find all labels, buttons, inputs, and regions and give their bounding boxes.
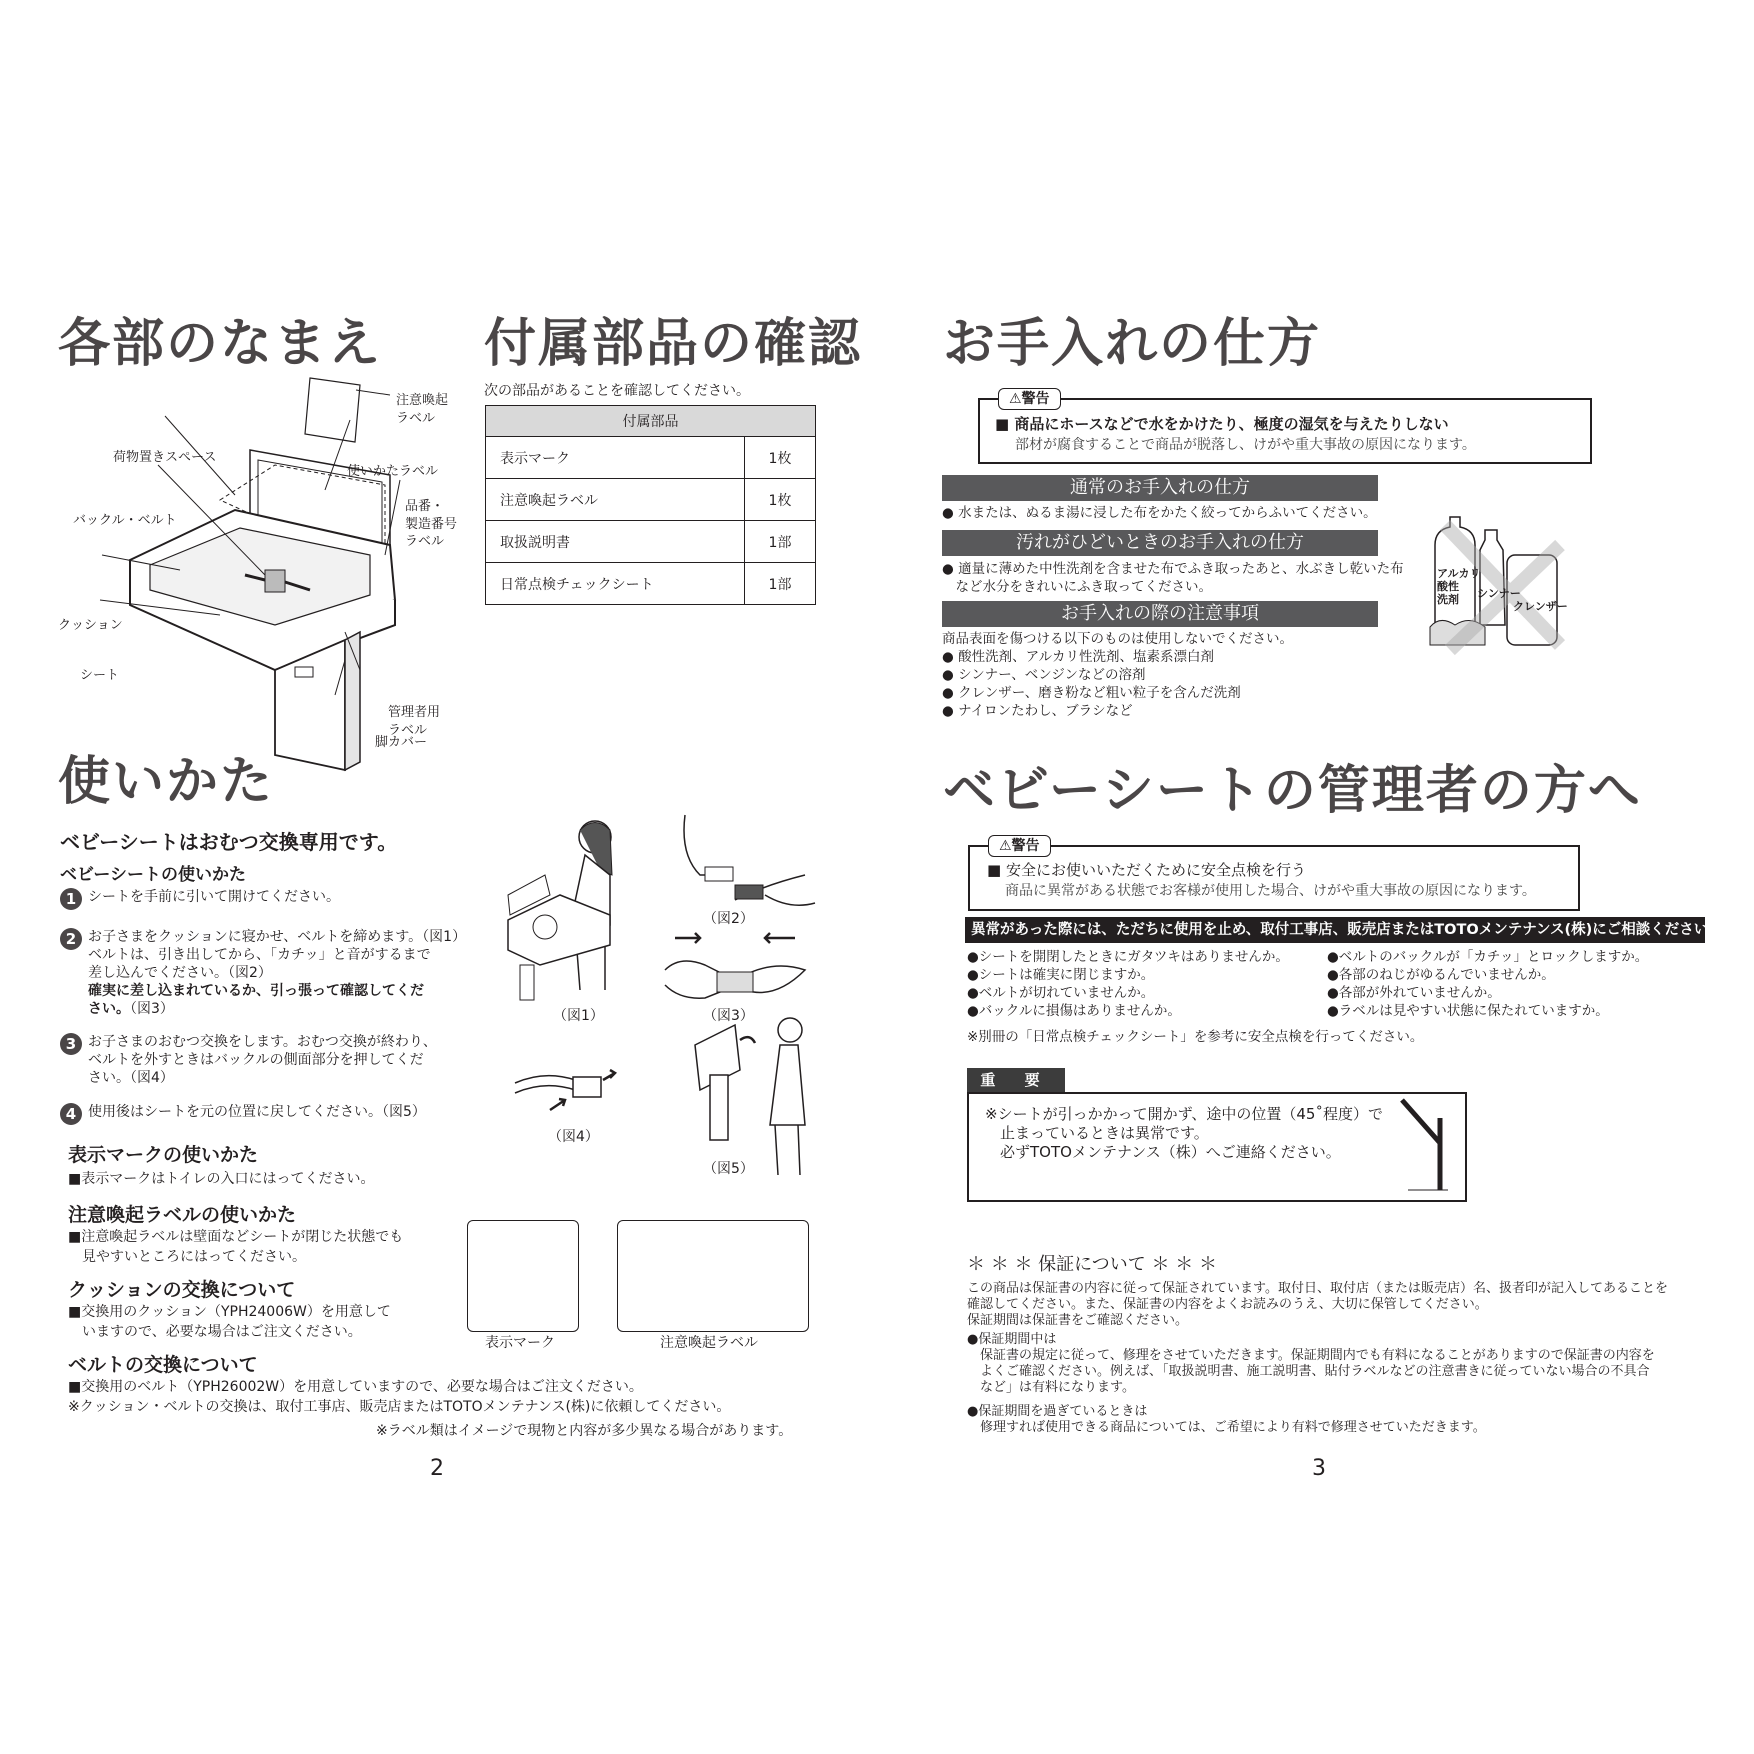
table-row	[486, 437, 816, 479]
check-item: ●シートを開閉したときにガタツキはありませんか。	[967, 949, 1289, 965]
usage-lead: ベビーシートはおむつ交換専用です。	[60, 830, 398, 854]
page-number-right: 3	[1312, 1456, 1326, 1481]
parts-title: 付属部品の確認	[484, 314, 863, 374]
label-disclaimer: ※ラベル類はイメージで現物と内容が多少異なる場合があります。	[376, 1423, 793, 1439]
part-name: 表示マーク	[486, 437, 745, 479]
usage-title: 使いかた	[58, 752, 275, 812]
care-caution-line: ● 酸性洗剤、アルカリ性洗剤、塩素系漂白剤	[942, 649, 1215, 665]
check-item: ●ベルトのバックルが「カチッ」とロックしますか。	[1327, 949, 1649, 965]
fig4-illustration	[515, 1065, 625, 1120]
check-item: ●ラベルは見やすい状態に保たれていますか。	[1327, 1003, 1609, 1019]
label-buckle-belt: バックル・ベルト	[73, 513, 177, 528]
check-item: ●ベルトが切れていませんか。	[967, 985, 1155, 1001]
admin-warning-body: 商品に異常がある状態でお客様が使用した場合、けがや重大事故の原因になります。	[1005, 883, 1536, 899]
check-item: ●バックルに損傷はありませんか。	[967, 1003, 1181, 1019]
bottle-label-cleanser: クレンザー	[1513, 600, 1568, 613]
bottle-label-alkali: アルカリ 酸性 洗剤	[1437, 567, 1481, 606]
table-row	[486, 563, 816, 605]
fig5-caption: （図5）	[703, 1161, 754, 1177]
label-leg-cover: 脚カバー	[375, 735, 428, 750]
warranty-h3: ●保証期間を過ぎているときは	[967, 1404, 1148, 1419]
names-title: 各部のなまえ	[58, 314, 383, 374]
label-seat: シート	[80, 668, 120, 683]
part-qty: 1部	[745, 563, 816, 605]
step-text: お子さまをクッションに寝かせ、ベルトを締めます。（図1） ベルトは、引き出してから、「カチッ」と音がするまで 差し込んでください。（図2）	[88, 929, 467, 981]
label-admin: 管理者用 ラベル	[388, 705, 441, 738]
admin-title: ベビーシートの管理者の方へ	[943, 761, 1642, 821]
part-name: 日常点検チェックシート	[486, 563, 745, 605]
care-warning-tag: ⚠警告	[998, 388, 1061, 410]
fig2-caption: （図2）	[703, 911, 754, 927]
section-body-caution-label: ■注意喚起ラベルは壁面などシートが閉じた状態でも 見やすいところにはってください。	[68, 1229, 404, 1265]
care-warning-body: 部材が腐食することで商品が脱落し、けがや重大事故の原因になります。	[1015, 437, 1476, 453]
label-howto: 使いかたラベル	[347, 464, 439, 479]
step-number: 1	[60, 888, 82, 910]
part-qty: 1枚	[745, 479, 816, 521]
step-text: お子さまのおむつ交換をします。おむつ交換が終わり、 ベルトを外すときはバックルの側面部分を押してくだ さい。（図4）	[88, 1034, 437, 1086]
care-caution-line: 商品表面を傷つける以下のものは使用しないでください。	[942, 631, 1293, 647]
fig3-illustration	[655, 930, 815, 1005]
step-text: 使用後はシートを元の位置に戻してください。（図5）	[88, 1104, 426, 1120]
section-body-belt: ■交換用のベルト（YPH26002W）を用意していますので、必要な場合はご注文ください。 ※クッション・ベルトの交換は、取付工事店、販売店またはTOTOメンテナンス(株)に依頼してください。	[68, 1379, 731, 1415]
part-name: 取扱説明書	[486, 521, 745, 563]
admin-check-note: ※別冊の「日常点検チェックシート」を参考に安全点検を行ってください。	[967, 1029, 1424, 1045]
page-number-left: 2	[430, 1456, 444, 1481]
step-4	[60, 1103, 468, 1125]
bottle-label-thinner: シンナー	[1477, 587, 1521, 600]
warranty-title: ＊ ＊ ＊ 保証について ＊ ＊ ＊	[967, 1254, 1217, 1275]
parts-intro: 次の部品があることを確認してください。	[484, 383, 750, 399]
section-title-belt: ベルトの交換について	[68, 1354, 258, 1376]
section-body-display-mark: ■表示マークはトイレの入口にはってください。	[68, 1171, 375, 1187]
warranty-p3: 修理すれば使用できる商品については、ご希望により有料で修理させていただきます。	[967, 1420, 1486, 1435]
table-row	[486, 521, 816, 563]
caution-label-sample	[617, 1220, 809, 1332]
section-body-cushion: ■交換用のクッション（YPH24006W）を用意して いますので、必要な場合はご注文ください。	[68, 1304, 391, 1340]
step-number: 3	[60, 1033, 82, 1055]
warranty-h2: ●保証期間中は	[967, 1332, 1057, 1347]
fig5-illustration	[690, 1015, 820, 1180]
step-number: 4	[60, 1103, 82, 1125]
fig2-illustration	[665, 815, 815, 915]
section-title-caution-label: 注意喚起ラベルの使いかた	[68, 1204, 297, 1226]
step-3	[60, 1033, 488, 1087]
dirty-care-text: ● 適量に薄めた中性洗剤を含ませた布でふき取ったあと、水ぶきし乾いた布 など水分をきれいにふき取ってください。	[942, 561, 1404, 595]
check-item: ●シートは確実に閉じますか。	[967, 967, 1155, 983]
section-title-display-mark: 表示マークの使いかた	[68, 1144, 259, 1166]
label-luggage-space: 荷物置きスペース	[113, 450, 217, 465]
step-text-after: （図3）	[130, 1001, 174, 1017]
care-caution-line: ● ナイロンたわし、ブラシなど	[942, 703, 1133, 719]
care-caution-bar: お手入れの際の注意事項	[942, 601, 1378, 627]
fig1-caption: （図1）	[553, 1008, 604, 1024]
important-text: ※シートが引っかかって開かず、途中の位置（45˚程度）で 止まっているときは異常です。 必ずTOTOメンテナンス（株）へご連絡ください。	[985, 1105, 1383, 1161]
seat-45-degree-diagram	[1400, 1098, 1450, 1193]
display-mark-caption: 表示マーク	[485, 1335, 555, 1351]
care-caution-line: ● シンナー、ベンジンなどの溶剤	[942, 667, 1146, 683]
part-qty: 1枚	[745, 437, 816, 479]
fig4-caption: （図4）	[548, 1129, 599, 1145]
care-warning-head: ■ 商品にホースなどで水をかけたり、極度の湿気を与えたりしない	[995, 415, 1449, 433]
label-caution: 注意喚起 ラベル	[396, 393, 449, 426]
section-title-cushion: クッションの交換について	[68, 1279, 296, 1301]
normal-care-bar: 通常のお手入れの仕方	[942, 475, 1378, 501]
usage-subtitle: ベビーシートの使いかた	[60, 865, 246, 885]
admin-warning-tag: ⚠警告	[988, 835, 1051, 857]
check-item: ●各部が外れていませんか。	[1327, 985, 1501, 1001]
part-name: 注意喚起ラベル	[486, 479, 745, 521]
step-1	[60, 888, 468, 910]
step-2	[60, 928, 488, 1018]
part-qty: 1部	[745, 521, 816, 563]
warranty-p2: 保証書の規定に従って、修理をさせていただきます。保証期間内でも有料になることがありますので保証書の内容を よくご確認ください。例えば、「取扱説明書、施工説明書、貼付ラベルなどの注意書きに従っていない場合の不具合 など」は有料になります。	[980, 1348, 1655, 1395]
dirty-care-bar: 汚れがひどいときのお手入れの仕方	[942, 530, 1378, 556]
care-title: お手入れの仕方	[943, 314, 1322, 374]
admin-abnormal-bar: 異常があった際には、ただちに使用を止め、取付工事店、販売店またはTOTOメンテナンス(株)にご相談ください。	[965, 917, 1705, 943]
fig3-caption: （図3）	[703, 1008, 754, 1024]
caution-label-caption: 注意喚起ラベル	[660, 1335, 758, 1351]
step-number: 2	[60, 928, 82, 950]
display-mark-sample	[467, 1220, 579, 1332]
parts-table-header: 付属部品	[486, 406, 816, 437]
care-caution-line: ● クレンザー、磨き粉など粗い粒子を含んだ洗剤	[942, 685, 1241, 701]
parts-table	[485, 405, 816, 605]
fig1-illustration	[500, 815, 650, 1005]
table-row	[486, 479, 816, 521]
important-tag: 重 要	[967, 1068, 1065, 1092]
warranty-p1: この商品は保証書の内容に従って保証されています。取付日、取付店（または販売店）名、扱者印が記入してあることを 確認してください。また、保証書の内容をよくお読みのうえ、大切に保管してください。 保証期間は保証書をご確認ください。	[967, 1281, 1668, 1328]
step-text-bold: 確実に差し込まれているか、引っ張って確認してくだ さい。	[88, 983, 424, 1017]
label-cushion: クッション	[58, 618, 123, 633]
normal-care-text: ● 水または、ぬるま湯に浸した布をかたく絞ってからふいてください。	[942, 505, 1377, 521]
step-text: シートを手前に引いて開けてください。	[88, 889, 340, 905]
admin-warning-head: ■ 安全にお使いいただくために安全点検を行う	[987, 861, 1306, 879]
label-product-number: 品番・ 製造番号 ラベル	[405, 499, 458, 550]
check-item: ●各部のねじがゆるんでいませんか。	[1327, 967, 1555, 983]
